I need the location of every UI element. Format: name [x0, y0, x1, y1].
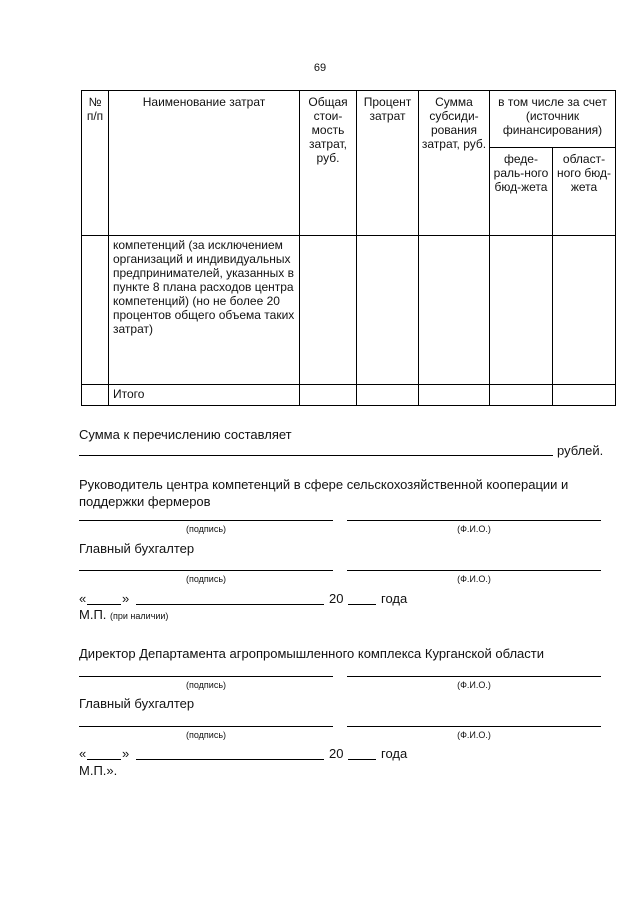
- section1-fio-line[interactable]: [347, 520, 601, 521]
- section2-mp: М.П.».: [79, 763, 118, 778]
- section2-date-open: «: [79, 746, 87, 761]
- section1-title: Руководитель центра компетенций в сфере сельскохозяйственной кооперации и поддержки фермеров: [79, 477, 569, 509]
- section1-mp-label: М.П.: [79, 607, 107, 622]
- row-federal: [490, 385, 553, 406]
- section1-month-line[interactable]: [136, 604, 324, 605]
- row-subsidy: [419, 236, 490, 385]
- table-row: [82, 236, 616, 385]
- section2-month-line[interactable]: [136, 759, 324, 760]
- row-subsidy: [419, 385, 490, 406]
- section2-year-suffix: года: [381, 746, 408, 761]
- row-num: [82, 236, 109, 385]
- section1-acc-sign-line[interactable]: [79, 570, 333, 571]
- section2-fio-line[interactable]: [347, 676, 601, 677]
- section1-acc-fio-line[interactable]: [347, 570, 601, 571]
- header-num: № п/п: [82, 91, 109, 236]
- row-name: компетенций (за исключением организаций и индивидуальных предпринимателей, указанных в пункте 8 плана расходов центра компетенций) (но не более 20 процентов общего объема таких затрат): [109, 236, 300, 385]
- section1-year-line[interactable]: [348, 604, 376, 605]
- section2-acc-sign-line[interactable]: [79, 726, 333, 727]
- section2-acc-fio-caption: (Ф.И.О.): [457, 730, 491, 740]
- section1-acc-sign-caption: (подпись): [185, 574, 227, 584]
- section2-year-line[interactable]: [348, 759, 376, 760]
- header-name: Наименование затрат: [109, 91, 300, 236]
- row-federal: [490, 236, 553, 385]
- header-percent: Процент затрат: [357, 91, 419, 236]
- section2-acc-fio-line[interactable]: [347, 726, 601, 727]
- header-federal: феде-раль-ного бюд-жета: [490, 148, 553, 236]
- section2-fio-caption: (Ф.И.О.): [457, 680, 491, 690]
- section2-acc-sign-caption: (подпись): [185, 730, 227, 740]
- header-total: Общая стои-мость затрат, руб.: [300, 91, 357, 236]
- section2-date-close: »: [122, 746, 130, 761]
- row-num: [82, 385, 109, 406]
- transfer-unit: рублей.: [557, 443, 604, 458]
- table-row-total: [82, 385, 616, 406]
- section1-accountant: Главный бухгалтер: [79, 541, 195, 556]
- section1-date-close: »: [122, 591, 130, 606]
- header-row: [82, 91, 616, 148]
- section2-title: Директор Департамента агропромышленного комплекса Курганской области: [79, 646, 544, 661]
- row-total: [300, 236, 357, 385]
- section2-day-line[interactable]: [87, 759, 121, 760]
- transfer-label: Сумма к перечислению составляет: [79, 427, 292, 442]
- section1-sign-line[interactable]: [79, 520, 333, 521]
- section2-sign-line[interactable]: [79, 676, 333, 677]
- section1-mp: [79, 607, 168, 622]
- section2-year-prefix: 20: [329, 746, 344, 761]
- header-incl: в том числе за счет (источник финансирования): [490, 91, 616, 148]
- row-regional: [553, 236, 616, 385]
- section1-day-line[interactable]: [87, 604, 121, 605]
- costs-table: [81, 90, 616, 406]
- section1-year-suffix: года: [381, 591, 408, 606]
- section1-acc-fio-caption: (Ф.И.О.): [457, 574, 491, 584]
- header-subsidy: Сумма субсиди-рования затрат, руб.: [419, 91, 490, 236]
- row-percent: [357, 236, 419, 385]
- row-name: Итого: [109, 385, 300, 406]
- section1-sign-caption: (подпись): [185, 524, 227, 534]
- section1-year-prefix: 20: [329, 591, 344, 606]
- transfer-amount-line[interactable]: [79, 455, 553, 456]
- row-percent: [357, 385, 419, 406]
- header-regional: област-ного бюд-жета: [553, 148, 616, 236]
- section2-accountant: Главный бухгалтер: [79, 696, 195, 711]
- row-total: [300, 385, 357, 406]
- section2-sign-caption: (подпись): [185, 680, 227, 690]
- page-number: 69: [313, 62, 327, 74]
- section1-fio-caption: (Ф.И.О.): [457, 524, 491, 534]
- section1-date-open: «: [79, 591, 87, 606]
- row-regional: [553, 385, 616, 406]
- section1-mp-note: (при наличии): [110, 611, 169, 621]
